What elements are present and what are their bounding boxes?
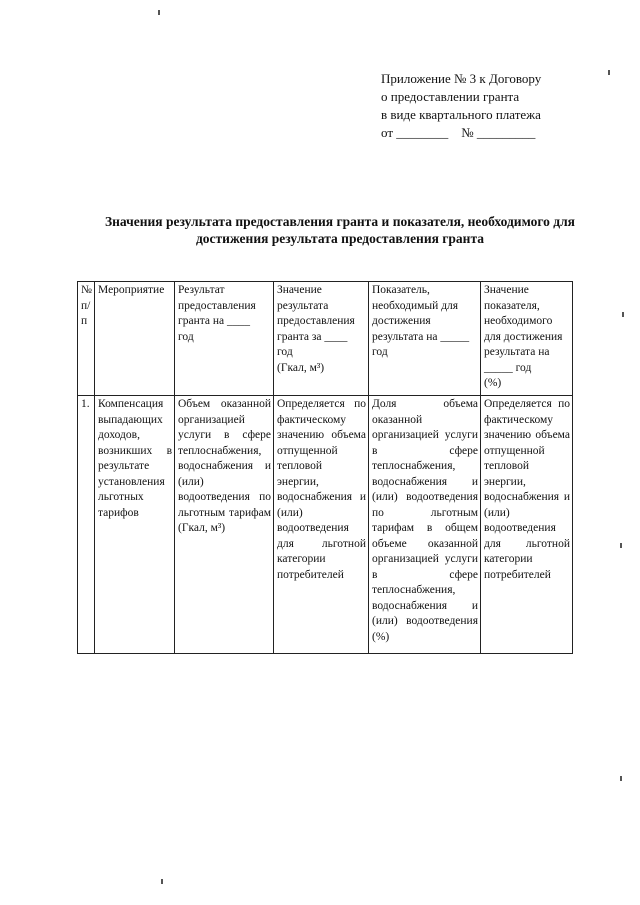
appendix-line: в виде квартального платежа (381, 107, 541, 122)
scan-mark (161, 879, 163, 884)
header-activity: Мероприятие (95, 282, 175, 396)
scan-mark (620, 543, 622, 548)
appendix-line: о предоставлении гранта (381, 89, 520, 104)
row-result-value: Определяется по фактическому значению объема отпущенной тепловой энергии, водоснабжения и (или) водоотведения для льготной категории потребителей (274, 396, 369, 654)
table-header-row (78, 282, 573, 396)
title-line: достижения результата предоставления гранта (195, 231, 485, 246)
scan-mark (608, 70, 610, 75)
row-result: Объем оказанной организацией услуги в сфере теплоснабжения, водоснабжения и (или) водоотведения по льготным тарифам (Гкал, м³) (175, 396, 274, 654)
scan-mark (158, 10, 160, 15)
row-num: 1. (78, 396, 95, 654)
document-title (60, 213, 620, 247)
appendix-line: от ________ № _________ (381, 125, 536, 140)
header-num: № п/п (78, 282, 95, 396)
appendix-header (381, 70, 541, 142)
table-row (78, 396, 573, 654)
results-table (77, 281, 573, 654)
header-indicator-value: Значение показателя, необходимого для достижения результата на _____ год (%) (481, 282, 573, 396)
header-indicator: Показатель, необходимый для достижения результата на _____ год (369, 282, 481, 396)
scan-mark (620, 776, 622, 781)
title-line: Значения результата предоставления гранта и показателя, необходимого для (105, 214, 575, 229)
appendix-line: Приложение № 3 к Договору (381, 71, 542, 86)
header-result-value: Значение результата предоставления гранта за ____ год (Гкал, м³) (274, 282, 369, 396)
row-indicator: Доля объема оказанной организацией услуги в сфере теплоснабжения, водоснабжения и (или) водоотведения по льготным тарифам в общем объеме оказанной организацией услуги в сфере теплоснабжения, водоснабжения и (или) водоотведения (%) (369, 396, 481, 654)
scan-mark (622, 312, 624, 317)
header-result: Результат предоставления гранта на ____ год (175, 282, 274, 396)
row-activity: Компенсация выпадающих доходов, возникших в результате установления льготных тарифов (95, 396, 175, 654)
row-indicator-value: Определяется по фактическому значению объема отпущенной тепловой энергии, водоснабжения и (или) водоотведения для льготной категории потребителей (481, 396, 573, 654)
